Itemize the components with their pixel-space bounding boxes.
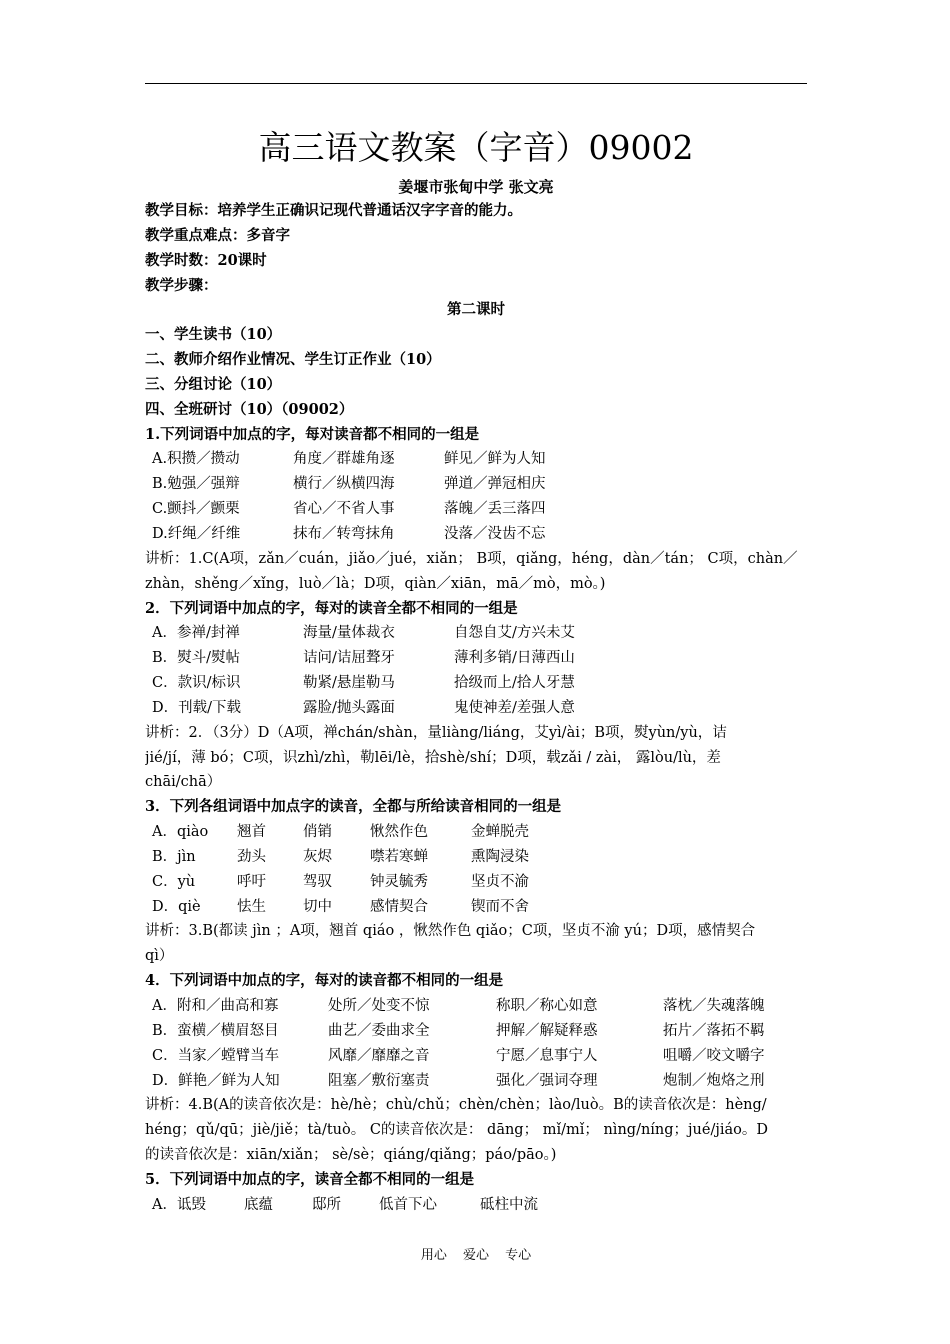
option-cell: 宁愿／息事宁人 [496,1047,598,1064]
question-4-analysis: héng；qǔ/qū；jiè/jiě；tà/tuò。 C的读音依次是： dāng； mǐ/mǐ； nìng/níng；jué/jiáo。D [145,1122,768,1139]
option-cell: 鬼使神差/差强人意 [454,699,575,716]
header-rule [145,83,807,84]
option-cell: 炮制／炮烙之刑 [663,1072,765,1089]
question-2-analysis: chāi/chā） [145,774,222,791]
option-cell: D．qiè [152,898,201,915]
option-cell: 强化／强词夺理 [496,1072,598,1089]
option-cell: B．蛮横／横眉怒目 [152,1022,279,1039]
option-cell: B.勉强／强辩 [152,476,240,493]
question-4-analysis: 讲析：4.B(A的读音依次是：hè/hè；chù/chǔ；chèn/chèn；lào/luò。B的读音依次是：hèng/ [145,1097,767,1114]
question-1-option-a [145,447,807,472]
question-2-stem: 2．下列词语中加点的字，每对的读音全都不相同的一组是 [145,599,518,617]
option-cell: 没落／没齿不忘 [444,525,546,542]
option-cell: 落枕／失魂落魄 [663,998,765,1014]
option-cell: 露脸/抛头露面 [303,699,395,716]
option-cell: D．刊载/下载 [152,699,242,716]
option-cell: 薄利多销/日薄西山 [454,650,575,667]
option-cell: 角度／群雄角逐 [293,451,395,468]
question-3-analysis: 讲析：3.B(都读 jìn ；A项，翘首 qiáo ，愀然作色 qiǎo；C项，坚贞不渝 yú；D项，感情契合 [145,923,756,940]
option-cell: 押解／解疑释惑 [496,1022,598,1039]
option-cell: 曲艺／委曲求全 [328,1022,430,1039]
question-4-option-a [145,994,807,1019]
step-item: 四、全班研讨（10）（09002） [145,400,354,418]
question-1-analysis: zhàn，shěng／xǐng，luò／là；D项，qiàn／xiān，mā／mò，mò。) [145,575,606,592]
question-2-option-c [145,671,807,696]
teaching-goal: 教学目标：培养学生正确识记现代普通话汉字字音的能力。 [145,202,522,219]
option-cell: 熏陶浸染 [471,848,529,865]
lesson-title: 第二课时 [447,301,505,319]
option-cell: 怯生 [237,898,266,915]
option-cell: 劲头 [237,848,266,865]
option-cell: C．yù [152,873,196,890]
option-cell: 锲而不舍 [471,898,529,915]
question-1-stem: 1.下列词语中加点的字，每对读音都不相同的一组是 [145,425,480,443]
option-cell: 拾级而上/拾人牙慧 [454,675,575,692]
option-cell: 咀嚼／咬文嚼字 [663,1047,765,1064]
option-cell: C.颤抖／颤栗 [152,501,240,518]
question-3-option-b [145,845,807,870]
question-2-analysis: 讲析：2．（3分）D（A项，禅chán/shàn，量liàng/liáng，艾yì/ài；B项，熨yùn/yù，诘 [145,724,727,741]
option-cell: 鲜见／鲜为人知 [444,451,546,468]
option-cell: 省心／不省人事 [293,501,395,518]
question-4-stem: 4．下列词语中加点的字，每对的读音都不相同的一组是 [145,972,504,990]
option-cell: 拓片／落拓不羁 [663,1022,765,1039]
question-3-option-d [145,895,807,920]
question-5-stem: 5．下列词语中加点的字，读音全都不相同的一组是 [145,1170,475,1188]
option-cell: 弹道／弹冠相庆 [444,476,546,493]
option-cell: A.积攒／攒动 [152,451,240,468]
option-cell: 驾驭 [303,873,332,890]
step-item: 三、分组讨论（10） [145,375,282,393]
option-cell: B．熨斗/熨帖 [152,650,241,667]
question-2-option-d [145,696,807,721]
teaching-focus: 教学重点难点：多音字 [145,226,290,244]
question-1-option-b [145,472,807,497]
option-cell: 抹布／转弯抹角 [293,525,395,542]
option-cell: A．参禅/封禅 [152,625,240,642]
option-cell: 处所／处变不惊 [328,998,430,1014]
option-cell: D．鲜艳／鲜为人知 [152,1072,280,1089]
option-cell: 噤若寒蝉 [370,848,428,865]
question-1-option-c [145,497,807,522]
question-4-option-c [145,1044,807,1069]
question-3-analysis: qì） [145,948,174,965]
option-cell: 勒紧/悬崖勒马 [303,675,395,692]
option-cell: 低首下心 [379,1196,437,1213]
step-item: 二、教师介绍作业情况、学生订正作业（10） [145,351,441,369]
question-3-option-c [145,870,807,895]
question-4-analysis: 的读音依次是：xiān/xiǎn； sè/sè；qiáng/qiǎng；páo/pāo。) [145,1147,557,1164]
question-1-option-d [145,522,807,547]
option-cell: 海量/量体裁衣 [303,625,395,642]
option-cell: 砥柱中流 [480,1196,538,1213]
option-cell: 阻塞／敷衍塞责 [328,1072,430,1089]
option-cell: 邸所 [312,1196,341,1213]
question-2-option-b [145,646,807,671]
question-2-analysis: jié/jí，薄 bó；C项，识zhì/zhì，勒lēi/lè，拾shè/shí；D项，载zǎi / zài， 露lòu/lù，差 [145,749,721,766]
question-3-stem: 3．下列各组词语中加点字的读音，全都与所给读音相同的一组是 [145,798,562,816]
question-5-option-a [145,1193,807,1218]
teaching-hours: 教学时数：20课时 [145,251,267,269]
option-cell: 金蝉脱壳 [471,824,529,841]
doc-title: 高三语文教案（字音）09002 [258,128,694,167]
option-cell: 呼吁 [237,873,266,890]
doc-body [145,199,807,1218]
option-cell: C．款识/标识 [152,675,241,692]
option-cell: B．jìn [152,848,196,865]
option-cell: 灰烬 [303,848,332,865]
page-footer: 用心 爱心 专心 [420,1248,532,1263]
option-cell: 愀然作色 [370,824,428,841]
question-4-option-b [145,1019,807,1044]
option-cell: 钟灵毓秀 [370,873,428,890]
step-item: 一、学生读书（10） [145,326,282,344]
option-cell: 风靡／靡靡之音 [328,1047,430,1064]
option-cell: 坚贞不渝 [471,873,529,890]
option-cell: A．附和／曲高和寡 [152,998,279,1014]
question-4-option-d [145,1069,807,1094]
option-cell: A．qiào [152,824,209,841]
question-1-analysis: 讲析：1.C(A项，zǎn／cuán，jiǎo／jué，xiǎn； B项，qiǎng，héng，dàn／tán； C项，chàn／ [145,550,798,567]
option-cell: 切中 [303,898,332,915]
option-cell: 底蕴 [244,1196,273,1213]
teaching-steps: 教学步骤： [145,276,218,294]
option-cell: 诘问/诘屈聱牙 [303,650,395,667]
question-3-option-a [145,820,807,845]
option-cell: 横行／纵横四海 [293,476,395,493]
author-line: 姜堰市张甸中学 张文亮 [398,178,554,196]
option-cell: 自怨自艾/方兴未艾 [454,625,575,642]
option-cell: C．当家／螳臂当车 [152,1047,280,1064]
option-cell: 称职／称心如意 [496,998,598,1014]
question-2-option-a [145,621,807,646]
option-cell: D.纤绳／纤维 [152,525,241,542]
option-cell: 翘首 [237,824,266,841]
option-cell: 落魄／丢三落四 [444,501,546,518]
document-page [145,0,807,1344]
option-cell: 俏销 [303,824,332,841]
option-cell: 感情契合 [370,898,428,915]
option-cell: A．诋毁 [152,1196,206,1213]
